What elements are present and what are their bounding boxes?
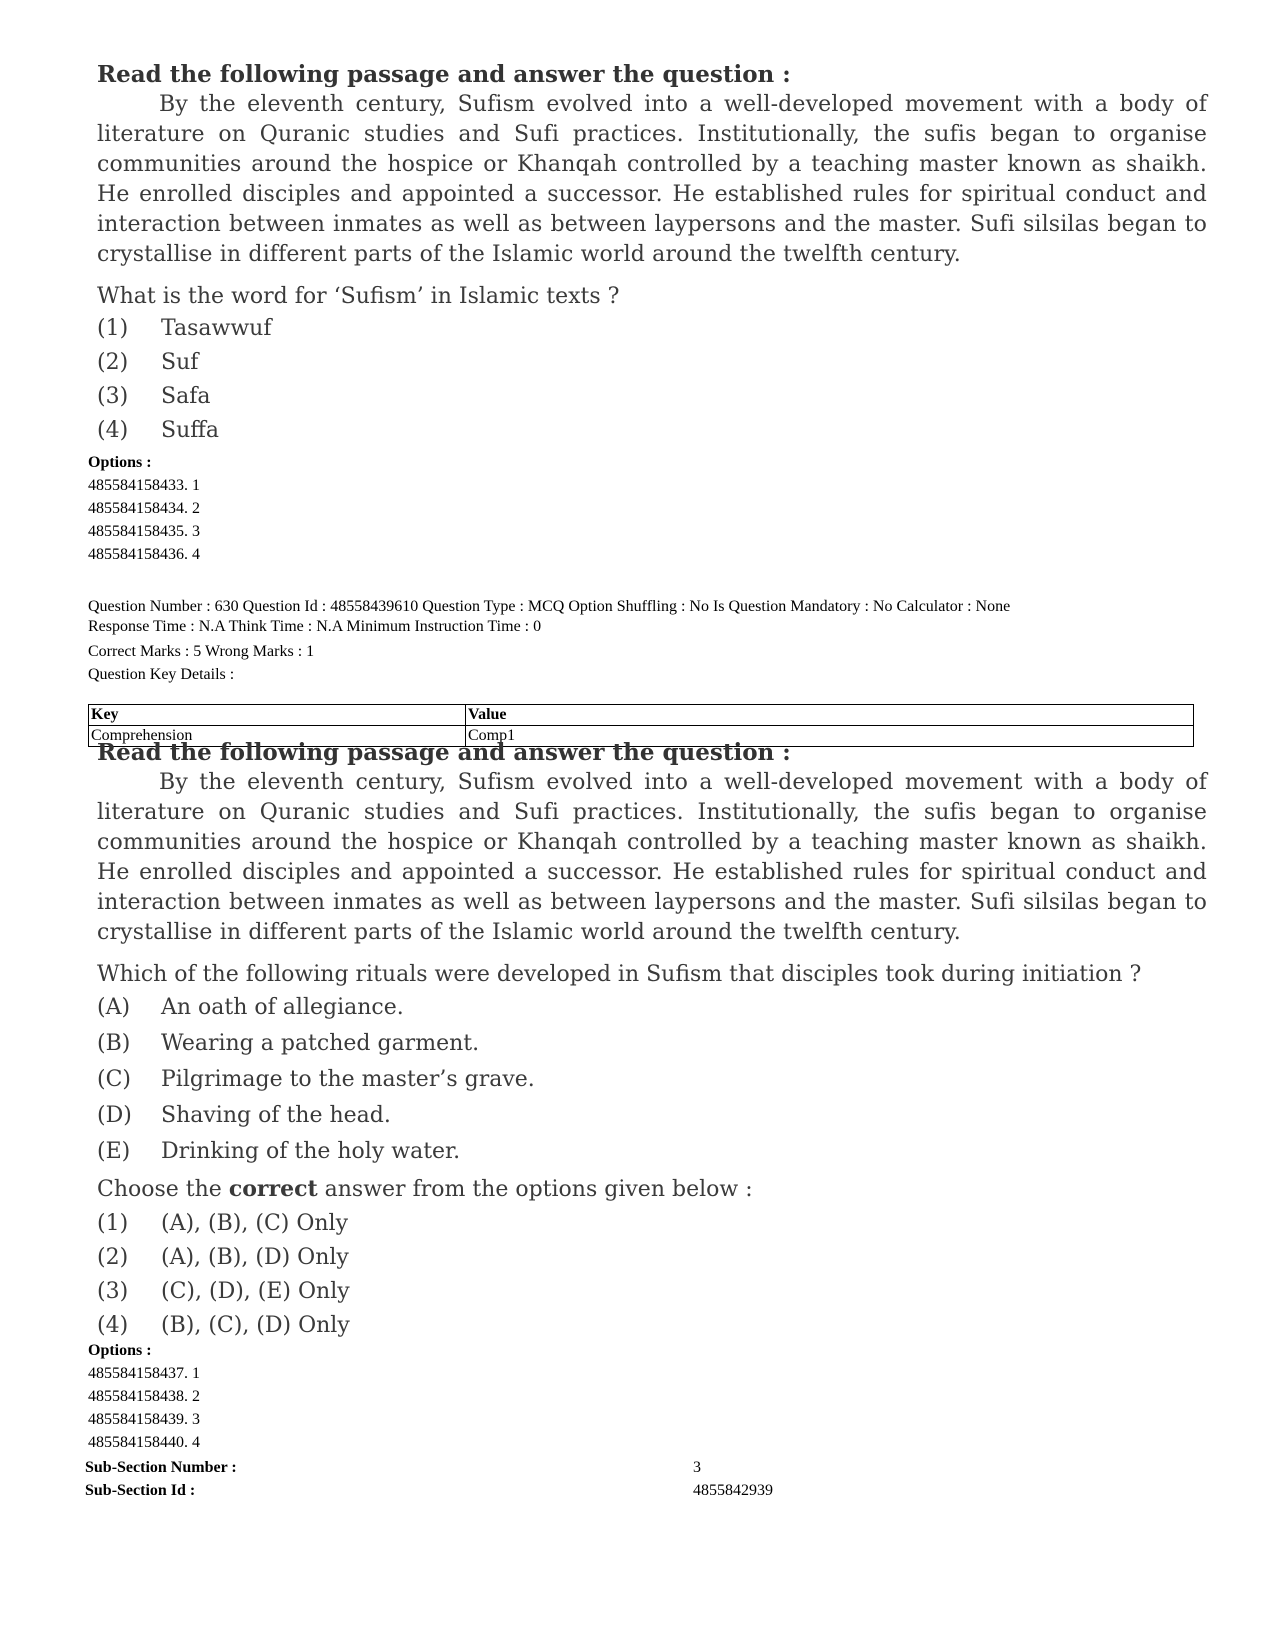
choice-item: (4) (B), (C), (D) Only	[97, 1313, 350, 1338]
passage-1-text: By the eleventh century, Sufism evolved into a well-developed movement with a body of literature on Quranic studies and Sufi practices. Institutionally, the sufis began to organise communities around the hospice or Khanqah controlled by a teaching master known as shaikh. He enrolled disciples and appointed a successor. He established rules for spiritual conduct and interaction between inmates as well as between laypersons and the master. Sufi silsilas began to crystallise in different parts of the Islamic world around the twelfth century.	[97, 92, 1207, 267]
passage-2-choices	[97, 1207, 1207, 1343]
choose-instruction: Choose the correct answer from the options given below :	[97, 1176, 753, 1202]
passage-1-choices	[97, 312, 1207, 448]
subsection-number-label: Sub-Section Number :	[85, 1459, 237, 1476]
option-item: 485584158440. 4	[88, 1434, 200, 1451]
subsection-id-value: 4855842939	[693, 1482, 773, 1499]
key-details-label: Question Key Details :	[88, 666, 235, 683]
options-2-block	[88, 1339, 200, 1454]
option-item: 485584158435. 3	[88, 523, 200, 540]
question-info-line-1: Question Number : 630 Question Id : 48558439610 Question Type : MCQ Option Shuffling : No Is Question Mandatory : No Calculator : None	[88, 598, 1011, 615]
question-630-meta	[88, 597, 1010, 686]
choice-item: (3) (C), (D), (E) Only	[97, 1279, 350, 1304]
table-header-key: Key	[89, 705, 466, 726]
choice-item: (4) Suffa	[97, 418, 219, 443]
passage-1-block	[97, 60, 1207, 448]
statement-item: (B) Wearing a patched garment.	[97, 1031, 480, 1056]
statement-item: (A) An oath of allegiance.	[97, 995, 404, 1020]
passage-1-question: What is the word for ‘Sufism’ in Islamic texts ?	[97, 284, 620, 309]
option-item: 485584158438. 2	[88, 1388, 200, 1405]
choice-item: (1) (A), (B), (C) Only	[97, 1211, 349, 1236]
options-label: Options :	[88, 454, 152, 471]
option-item: 485584158439. 3	[88, 1411, 200, 1428]
subsection-number-value: 3	[693, 1459, 701, 1476]
statement-item: (E) Drinking of the holy water.	[97, 1139, 461, 1164]
statement-item: (C) Pilgrimage to the master’s grave.	[97, 1067, 535, 1092]
passage-2-question: Which of the following rituals were developed in Sufism that disciples took during initiation ?	[97, 962, 1142, 987]
options-1-block	[88, 451, 200, 566]
passage-2-statements	[97, 990, 1207, 1170]
table-header-row	[89, 705, 1194, 726]
statement-item: (D) Shaving of the head.	[97, 1103, 391, 1128]
choice-item: (2) Suf	[97, 350, 199, 375]
table-cell-value: Comp1	[466, 726, 1194, 747]
option-item: 485584158437. 1	[88, 1365, 200, 1382]
subsection-id-label: Sub-Section Id :	[85, 1482, 196, 1499]
passage-2-block	[97, 738, 1207, 1343]
options-label: Options :	[88, 1342, 152, 1359]
option-item: 485584158434. 2	[88, 500, 200, 517]
option-item: 485584158433. 1	[88, 477, 200, 494]
question-info-line-2: Response Time : N.A Think Time : N.A Minimum Instruction Time : 0	[88, 618, 542, 635]
table-cell-key: Comprehension	[89, 726, 466, 747]
option-item: 485584158436. 4	[88, 546, 200, 563]
marks-line: Correct Marks : 5 Wrong Marks : 1	[88, 643, 315, 660]
passage-2-text: By the eleventh century, Sufism evolved into a well-developed movement with a body of literature on Quranic studies and Sufi practices. Institutionally, the sufis began to organise communities around the hospice or Khanqah controlled by a teaching master known as shaikh. He enrolled disciples and appointed a successor. He established rules for spiritual conduct and interaction between inmates as well as between laypersons and the master. Sufi silsilas began to crystallise in different parts of the Islamic world around the twelfth century.	[97, 770, 1207, 945]
choice-item: (2) (A), (B), (D) Only	[97, 1245, 349, 1270]
choice-item: (3) Safa	[97, 384, 211, 409]
passage-1-heading: Read the following passage and answer the question :	[97, 61, 791, 88]
table-header-value: Value	[466, 705, 1194, 726]
passage-2-heading: Read the following passage and answer the question :	[97, 739, 791, 766]
choice-item: (1) Tasawwuf	[97, 316, 272, 341]
